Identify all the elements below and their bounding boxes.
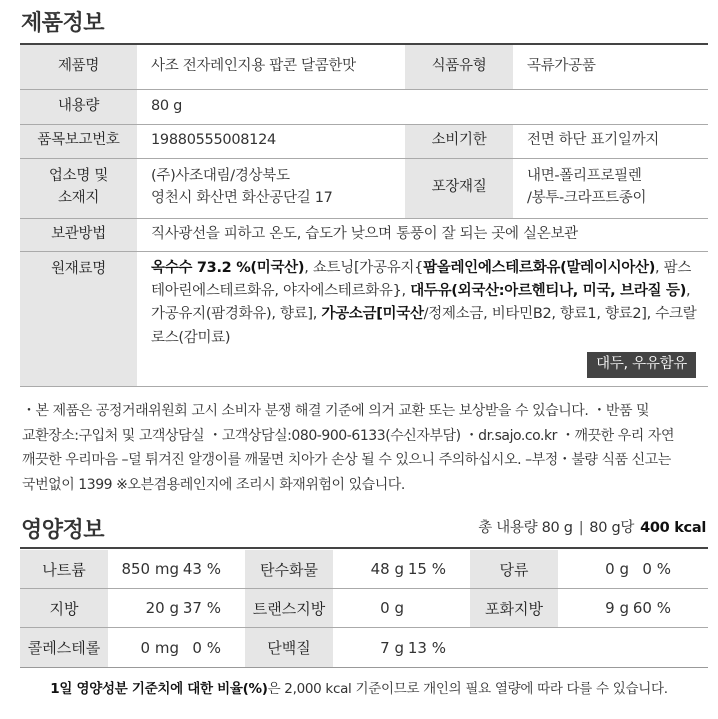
nutrition-footnote — [0, 677, 718, 697]
info-value: 19880555008124 — [137, 124, 405, 158]
nutrition-gap — [231, 628, 245, 667]
nutrition-row — [20, 628, 708, 667]
info-row-net-weight — [20, 89, 708, 124]
info-label: 소비기한 — [405, 124, 513, 158]
nutrient-amount: 850 mg — [121, 560, 179, 578]
info-row-product-name — [20, 45, 708, 89]
ingredient-segment: , 가공유지(팜경화유), 향료], — [151, 282, 691, 323]
ingredients-text — [151, 260, 696, 346]
info-row-company — [20, 158, 708, 218]
info-value: 내면-폴리프로필렌 /봉투-크라프트종이 — [513, 158, 708, 218]
info-value: (주)사조대림/경상북도 영천시 화산면 화산공단길 17 — [137, 158, 405, 218]
info-value: 80 g — [137, 89, 708, 124]
kcal-value: 400 kcal — [640, 520, 706, 536]
info-label: 보관방법 — [20, 218, 137, 251]
info-value: 전면 하단 표기일까지 — [513, 124, 708, 158]
nutrient-percent: 43 % — [182, 560, 221, 578]
nutrient-percent — [406, 589, 456, 627]
nutrient-amount: 48 g — [370, 560, 404, 578]
nutrition-grid — [20, 550, 708, 667]
nutrient-name: 나트륨 — [20, 550, 108, 588]
footnote-rest: 은 2,000 kcal 기준이므로 개인의 필요 열량에 따라 다를 수 있습니다. — [267, 681, 668, 697]
nutrient-amount: 0 g — [380, 599, 404, 617]
info-row-report-number — [20, 124, 708, 158]
nutrient-percent: 15 % — [407, 560, 446, 578]
nutrition-gap — [456, 589, 470, 627]
nutrition-gap — [231, 550, 245, 588]
nutrition-row — [20, 589, 708, 628]
info-label: 내용량 — [20, 89, 137, 124]
info-label: 업소명 및 소재지 — [20, 158, 137, 218]
allergen-badge: 대두, 우유함유 — [587, 352, 696, 377]
nutrient-name: 탄수화물 — [245, 550, 333, 588]
notice-text: ・본 제품은 공정거래위원회 고시 소비자 분쟁 해결 기준에 의거 교환 또는 보상받을 수 있습니다. ・반품 및 교환장소:구입처 및 고객상담실 ・고객상담실:080-900-6133(수신자부담) ・dr.sajo.co.kr ・깨끗한 우리 자연 깨끗한 우리마음 –덜 튀겨진 알갱이를 깨물면 치아가 손상 될 수 있으니 주의하십시오. –부정・불량 식품 신고는 국번없이 1399 ※오븐겸용레인지에 조리시 화재위험이 있습니다. — [22, 403, 675, 493]
nutrition-title: 영양정보 — [21, 518, 105, 543]
nutrient-amount: 9 g — [605, 599, 629, 617]
info-label: 포장재질 — [405, 158, 513, 218]
nutrient-percent: 37 % — [182, 599, 221, 617]
total-weight: 총 내용량 80 g — [478, 520, 573, 536]
allergen-badge-wrap — [151, 352, 696, 377]
ingredient-segment: , 팜스테아린에스테르화유, 야자에스테르화유}, — [151, 259, 692, 299]
info-label: 식품유형 — [405, 45, 513, 89]
product-info-table — [20, 45, 708, 387]
info-row-ingredients — [20, 251, 708, 386]
nutrition-total — [478, 516, 706, 537]
ingredient-segment: 가공소금[미국산 — [321, 306, 424, 323]
nutrient-name: 트랜스지방 — [245, 589, 333, 627]
nutrient-percent: 0 % — [642, 560, 671, 578]
nutrient-percent: 0 % — [192, 638, 221, 657]
nutrition-gap — [456, 550, 470, 588]
ingredient-segment: 팜올레인에스테르화유(말레이시아산) — [423, 259, 656, 276]
info-label: 원재료명 — [20, 251, 137, 386]
info-label: 제품명 — [20, 45, 137, 89]
info-value: 곡류가공품 — [513, 45, 708, 89]
nutrient-name: 지방 — [20, 589, 108, 627]
nutrient-amount: 20 g — [145, 599, 179, 617]
ingredients-value — [137, 251, 708, 386]
info-value: 직사광선을 피하고 온도, 습도가 낮으며 통풍이 잘 되는 곳에 실온보관 — [137, 218, 708, 251]
info-row-storage — [20, 218, 708, 251]
nutrient-name: 포화지방 — [470, 589, 558, 627]
nutrition-row — [20, 550, 708, 589]
separator: | — [578, 520, 584, 536]
info-label: 품목보고번호 — [20, 124, 137, 158]
ingredient-segment: /정제소금, 비타민B2, 향료1, 향료2], 수크랄로스(감미료) — [151, 306, 697, 346]
nutrition-gap — [231, 589, 245, 627]
nutrient-name: 콜레스테롤 — [20, 628, 108, 667]
ingredient-segment: 대두유(외국산:아르헨티나, 미국, 브라질 등) — [410, 282, 687, 299]
nutrient-percent: 60 % — [632, 599, 671, 617]
footnote-bold: 1일 영양성분 기준치에 대한 비율(%) — [50, 681, 268, 697]
nutrient-amount: 0 g — [605, 560, 629, 578]
info-value: 사조 전자레인지용 팝콘 달콤한맛 — [137, 45, 405, 89]
nutrient-amount: 7 g — [380, 638, 404, 657]
nutrient-percent: 13 % — [407, 638, 446, 657]
nutrition-bottom-rule — [20, 667, 708, 668]
serving-label: 80 g당 — [589, 520, 635, 536]
ingredient-segment: 옥수수 73.2 %(미국산) — [151, 259, 305, 276]
nutrient-name: 단백질 — [245, 628, 333, 667]
nutrient-amount: 0 mg — [140, 638, 179, 657]
product-info-title: 제품정보 — [21, 11, 105, 36]
nutrient-name: 당류 — [470, 550, 558, 588]
nutrition-top-rule — [20, 547, 708, 549]
ingredient-segment: , 쇼트닝[가공유지{ — [304, 259, 424, 276]
